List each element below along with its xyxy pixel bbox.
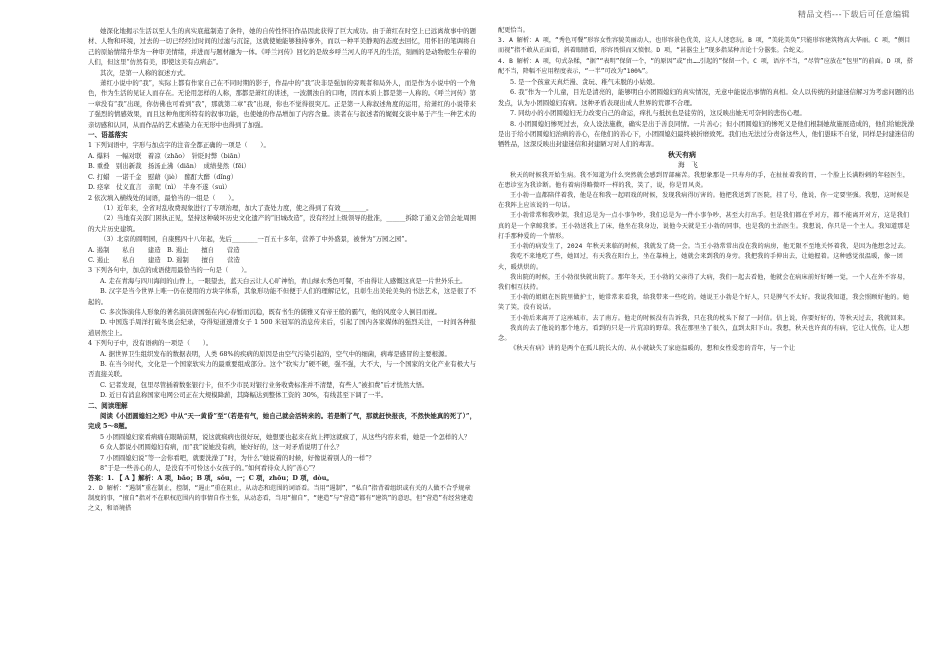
question-option: A. 遏制 私自 建造 B. 遏止 擅自 营造 (88, 245, 240, 254)
question-option: A. 爆料 一幅对联 着凉（zhāo） 针眨时弊（biān） (88, 151, 245, 160)
question-stem: 4 下列句子中，没有语病的一项是（ ）。 (88, 339, 213, 348)
question-item: （2）当地有关部门困执正见，坚持这种破坏历史文化遗产的“旧城改造”，没有经过上级领导的批准，______拆除了通义会馆会址周围的大片历史建筑。 (88, 214, 476, 233)
intro-paragraph: 萧红小说中的“我”，实际上都有作家自己在不同时期的影子，作品中的“我”决非是强加的旁观者和局外人，而是作为小说中的一个角色，作为生活的见证人而存在。无论用怎样的人称，那都是萧红的讲述，一波潮浊自的口吻，因而本质上都是第一人称的。《呼兰河传》第一章没有“我”出现，你仿佛也可看到“我”，那就第二章“我”出现，你也不觉得很突兀。正是第一人称叙述角度的运用，给萧红的小说带来了强烈的情感效果，而且这种角度所特有的叙事功能，也使她的作品增加了内容含量。读者在与叙述者的娓娓交谈中易于产生一种艺术的亲切感和认同，从而作品的艺术感染力在无形中也得到了加强。 (88, 79, 476, 129)
question-stem: 3 下列各句中，加点的成语使用最恰当的一句是（ ）。 (88, 266, 251, 275)
answer-text: 6. 我“作为一个儿童，目光是清亮的，能够明白小团圆媳妇的真实情况，无意中能说出事情的真相。众人以传统的封建迷信解习为考虑问题的出发点，认为小团圆媳妇有病。这种矛盾表现出成人世界的荒谬不合理。 (498, 88, 914, 107)
question-option: B. 在当今时代，文化是一个国家软实力的最重要组成部分。这个“软实力”硬不硬，强不强，大不大，与一个国家的文化产业有极大与否直接关联。 (88, 360, 476, 379)
story-paragraph: 我真的去了他说的那个地方，看到的只是一片荒凉的野草。我在那里坐了很久，直到太阳下山。我想，秋天也许真的有病，它让人忧伤，让人想念。 (498, 324, 910, 342)
question-option: D. 近日有消息称国家电网公司正在大规模降薪，其降幅达到整体工资的 30%，有线甚至下调了一半。 (100, 391, 388, 400)
left-column (0, 26, 484, 666)
question-option: B. 重叠 别出新裁 扬汤止沸（diān） 成绩斐然（fēi） (88, 162, 251, 171)
question-option: D. 中国选手周洋打破冬奥会纪录，夺得短道速滑女子 1 500 米冠军的消息传来后，引起了国内各家媒体的强烈关注，一时间各种报道居然尘上。 (88, 318, 476, 337)
story-paragraph: 王小勃后来离开了这座城市，去了南方。他走的时候没有告诉我，只在我的枕头下留了一封信。信上说，你要好好的，等秋天过去，我就回来。 (510, 314, 910, 322)
question-stem: 1 下列词语中，字形与加点字的注音全都正确的一项是（ ）。 (88, 141, 270, 150)
answer-text: 配更恰当。 (498, 27, 529, 34)
question-stem: 2 依次填入横线处的词语，最恰当的一组是（ ）。 (88, 193, 238, 202)
document-page (0, 26, 950, 666)
intro-paragraph: 其次，是第一人称的叙述方式。 (100, 68, 190, 77)
section-heading: 一、语基落实 (88, 131, 128, 140)
question-option: D. 痉挛 仗义直言 亲昵（nì） 半身不遂（suì） (88, 183, 231, 192)
question-item: （1）近年来，全省对乱收费现象进行了专项治理，加大了查处力度，使之得到了有效________。 (100, 203, 373, 212)
question-stem: 8“于是一些善心的人，是没有不可怜这小女孩子的。”如何看待众人的“善心”？ (100, 464, 319, 473)
story-paragraph: 《秋天有病》讲的是两个在孤儿院长大的、从小就缺失了家庭温暖的，想和女性爱恋的青年，与一个让 (510, 345, 796, 353)
question-option: C. 记者发现，包里尽管插着数张银行卡，但不少市民对银行业务收费标准并不清楚，有些人“被扣费”后才恍然大悟。 (100, 380, 429, 389)
answer-text: 2. D 解析：“遏制”重在制止，控制，“遏止”重在阻止，从动态和范围的词语看。当用“遏制”，“私自”指背着组织或有关的人做不合乎规章制度的事，“擅自”指对不在职权范围内的事情自作主张，从动态看，当用“擅自”，“建造”与“营造”都有“建筑”的意思，但“营造”有经营建造之义，和语境搭 (88, 484, 474, 513)
story-paragraph: 秋天的时候我开始生病。我不知道为什么突然就会感到胃部痛苦。我想象那是一只寿舟的手，在扯扯着我的胃，一个脸上长满粉刺的年轻医生，在患诊室为我诊断。他有着病得略微吓一样的我，笑了，说，你是胃风炎。 (498, 171, 910, 189)
section-heading: 二、阅读理解 (88, 401, 128, 410)
question-option: C. 多次饰演伟人形象的著名演员唐国强在内心春暂而沉稳，既有书生的儒雅又有帝王般的霸气，他的风度令人倒目而视。 (100, 307, 442, 316)
story-author: 海 飞 (678, 161, 698, 170)
question-stem: 5 小团圆媳妇家看病痛在眼睛前期，说这就疯病也很好玩，她想要也起来在炕上押这就疯了，从这些内容来看，她是一个怎样的人？ (100, 432, 471, 441)
answer-text: 5. 是一个孩童天真烂漫、贪玩、稚气未脱的小姑娘。 (510, 78, 659, 87)
answer-text: 8. 小团圆媳妇惨死过去，众人设法施救，确实是出于善良同情。一片善心；但小团圆媳妇的惨死又是他们根制她故施展造成的，他们给她洗澡是出于给小团圆媳妇治病的善心，在他们的善心下，小团圆媳妇最终被折磨致死。我们也无法过分责备这些人，他们愚昧不自觉，同样是封建迷信的牺牲品，这深反映出封建迷信和封建陋习对人们的毒害。 (498, 119, 914, 149)
question-option: C. 遏止 私自 建造 D. 遏制 擅自 营造 (88, 255, 240, 264)
answer-text: 4. B 解析：A 项，句式杂糅，“据”“表明”保留一个，“的原因”或“由……引起的”保留一个。C 项，语序不当，“尽管”应放在“包里”的前面。D 项，搭配不当，降幅不应用程度表示，“一半”可改为“100%”。 (498, 57, 913, 75)
reading-prompt: 阅读《小团圆媳妇之死》中从“天一黄昏”至“（若是有气，她自己就会活转来的。若是断了气，那就赶快报丧，不然快她真的死了）”，完成 5～8题。 (88, 412, 476, 431)
story-paragraph: 王小勃的病发生了，2024 年秋天来临的时候，我就发了烧一会。当王小勃常常出没在我的病房，他无限不至地关怀着我，是因为他想念过去。 (510, 243, 910, 251)
intro-paragraph: 她深化地揭示生活以至人生的真实底蕴制造了条件，她的自传性怀旧作品因此获得了巨大成功。由于萧红在时空上已远离故事中的题材、人物和环境，过去的一切已经经过时间的过滤与沉淀，这就使她能够独持事外，而以一种平美静观的态度去回忆，用怀旧的笔调将自己的原始情绪升华为一种审美情绪，并进而与题材融为一体。《呼兰河传》回忆的是故乡呼兰河人的平凡的生活，刻画的是动物般生存着的人们，但这里“仿然有美，即使这美有点病态”。 (88, 27, 476, 67)
question-item: （3）北京的圆明园，自康熙四十八年起，先后________一百五十多年，营养了中外盛景，被誉为“万园之园”。 (100, 235, 411, 244)
right-column (484, 26, 950, 666)
story-paragraph: 我出院的时候，王小勃很快就出院了。那年冬天，王小勃的父亲得了大病，我们一起去看他，他就会在病床前好好睡一觉，一个人在外不容易，我们相互扶持。 (498, 273, 910, 291)
story-title: 秋天有病 (668, 149, 696, 159)
header-note: 精品文档---下载后可任意编辑 (797, 10, 910, 19)
story-paragraph: 王小勃常常和我吵架，我们总是为一点小事争吵，我们总是为一件小事争吵，甚至大打出手。但是我们都在乎对方，都不能离开对方，这是我们真的是一个拿鲸我爹。王小勃送我上了床，他坐在我身边，说他今天就是王小勃的同事，也是我的主治医生。我想说，你只是一个主人。我知道那是打手那种爱的一个情形。 (498, 212, 910, 240)
answer-text: 7. 同幼小的小团圆媳妇无力改变自己的命运，痒扎与抵抗也是徒劳的，这反映出她无可奈何的悲伤心理。 (510, 109, 806, 118)
question-option: A. 走在青海与四川海间的山脊上，一眼望去，蓝天白云让人心旷神怡，青山绿水秀色可餐，不由得让人感慨这真是一片世外乐土。 (100, 276, 467, 285)
story-paragraph: 王小勃一直都陪伴着我，他是在和我一起唱戏的时候，发现我病得厉害的。他把我送到了医院，挂了号，他说，你一定要坚强。我想，这时候是在我阵上应该说的一句话。 (498, 192, 910, 210)
answer-text: 3. A 解析：A 项，“秀色可餐”形容女性容貌美丽动人，也形容景色优美，这人人迷恋玩。B 项，“美轮美奂”只能形容建筑物高大华丽。C 项，“侧目而视”指不敢从正面看，斜着眼睛看，形容畏惧而又愤恨。D 项，“甚嚣尘上”现多指某种言论十分嚣张。合蛇义。 (498, 37, 911, 55)
question-stem: 7 小团圆媳妇说“等一会你看吧，就要洗澡了”时，为什么“她说着的时候，好像说着别人的一样”？ (100, 453, 375, 462)
question-option: B. 汉字是当今世界上唯一仍在使用的方块字体系，其象形功能不但便于人们的理解记忆，且彰生出美轮美奂的书法艺术，这是很了不起的。 (88, 287, 476, 306)
question-stem: 6 众人都说小团圆媳妇有病，而“我”说她没有病，她好好的，这一对矛盾说明了什么？ (100, 443, 343, 452)
question-option: A. 据世界卫生组织发布的数据表明，人类 68%的疾病的原因是由空气污染引起的，空气中的细菌，病毒是感冒的主要根源。 (100, 349, 451, 358)
story-paragraph: 王小勃的姐姐在医院里做护士，她常常来看我，给我带来一些吃的。她说王小勃是个好人，只是脾气不太好。我说我知道，我会照顾好他的。她笑了笑，没有说话。 (498, 294, 910, 312)
question-option: C. 打蜡 一诺千金 慰藉（jiè） 酩酊大醉（dǐng） (88, 172, 238, 181)
answer-label: 答案：1. 【 A 】解析：A 项，bǎo；B 项，sǒu，一；C 项，zhōu；D 项，dòu。 (88, 474, 333, 483)
story-paragraph: 我吃不来地吃了些，她回过，有天我在阳台上，坐在靠椅上，她就会来到我的身旁。我把我的手伸出去，让她握着。这种感觉很温暖，像一团火，暖烘烘的。 (498, 253, 903, 271)
